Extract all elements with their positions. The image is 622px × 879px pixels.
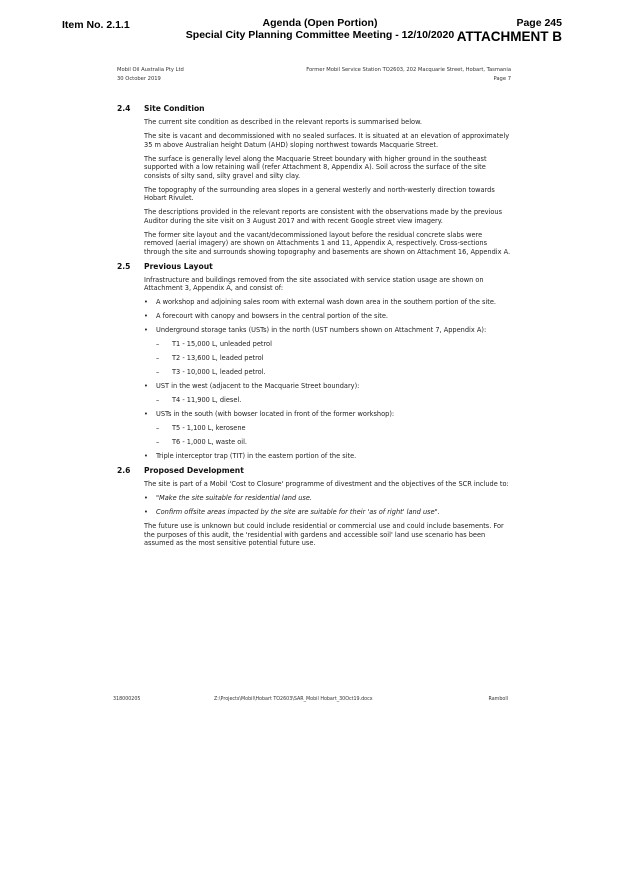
section-number: 2.4 <box>117 104 131 113</box>
section-heading-proposed-development <box>117 466 512 476</box>
report-header-left <box>117 66 184 83</box>
list-item <box>144 410 512 419</box>
dash-marker: – <box>156 396 160 404</box>
bullet-marker: • <box>144 326 148 334</box>
paragraph: The current site condition as described in the relevant reports is summarised below. <box>144 118 422 126</box>
paragraph: Infrastructure and buildings removed from the site associated with service station usage are shown on Attachment 3, Appendix A, and consist of: <box>144 275 484 292</box>
list-item-text: UST in the west (adjacent to the Macquarie Street boundary): <box>156 382 360 390</box>
tank-text: T6 - 1,000 L, waste oil. <box>172 438 248 446</box>
section-title: Previous Layout <box>144 261 213 271</box>
report-page-number: Page 7 <box>493 75 511 82</box>
report-header <box>117 66 511 88</box>
sub-list-item <box>156 368 512 377</box>
agenda-page-number: Page 245 <box>516 17 562 29</box>
sub-list-item <box>156 424 512 433</box>
list-item <box>144 508 512 517</box>
bullet-marker: • <box>144 494 148 502</box>
list-item <box>144 326 512 335</box>
dash-marker: – <box>156 354 160 362</box>
section-number: 2.5 <box>117 261 131 271</box>
dash-marker: – <box>156 340 160 348</box>
tank-text: T1 - 15,000 L, unleaded petrol <box>172 340 272 348</box>
list-item-text: Triple interceptor trap (TIT) in the eastern portion of the site. <box>156 452 357 460</box>
page-footer <box>113 697 508 707</box>
list-item <box>144 312 512 321</box>
section-title: Site Condition <box>144 104 205 113</box>
brand-name: Ramboll <box>488 697 508 702</box>
paragraph: The surface is generally level along the Macquarie Street boundary with higher ground in the southeast supported with a low retaining wall (refer Attachment 8, Appendix A). Soil across the surface of the site consists of silty sand, silty gravel and silty clay. <box>144 154 487 180</box>
company-name: Mobil Oil Australia Pty Ltd <box>117 67 184 73</box>
bullet-marker: • <box>144 452 148 460</box>
dash-marker: – <box>156 438 160 446</box>
bullet-marker: • <box>144 312 148 320</box>
list-item-text: A workshop and adjoining sales room with external wash down area in the southern portion of the site. <box>156 298 496 306</box>
agenda-title-line-2: Special City Planning Committee Meeting - 12/10/2020 <box>185 29 455 41</box>
project-number: 318000205 <box>113 697 141 702</box>
section-number: 2.6 <box>117 466 131 475</box>
document-body <box>117 104 512 553</box>
section-heading-site-condition <box>117 104 512 114</box>
tank-text: T3 - 10,000 L, leaded petrol. <box>172 368 266 376</box>
paragraph: The former site layout and the vacant/decommissioned layout before the residual concrete slabs were removed (aerial imagery) are shown on Attachments 1 and 11, Appendix A, respectively. Cross-sections through the site and surrounds showing topography and basements are shown on Attachment 16, Appendix A. <box>144 230 511 256</box>
tank-text: T2 - 13,600 L, leaded petrol <box>172 354 264 362</box>
paragraph: The site is part of a Mobil 'Cost to Closure' programme of divestment and the objectives of the SCR include to: <box>144 480 509 488</box>
list-item <box>144 382 512 391</box>
list-item-text: Underground storage tanks (USTs) in the north (UST numbers shown on Attachment 7, Appendix A): <box>156 326 487 334</box>
item-number: Item No. 2.1.1 <box>62 19 130 31</box>
bullet-marker: • <box>144 410 148 418</box>
paragraph: The site is vacant and decommissioned with no sealed surfaces. It is situated at an elevation of approximately 35 m above Australian height Datum (AHD) sloping northwest towards Macquarie Street. <box>144 132 510 149</box>
report-header-right <box>306 66 511 83</box>
list-item-text: USTs in the south (with bowser located in front of the former workshop): <box>156 410 395 418</box>
section-heading-previous-layout <box>117 262 512 272</box>
bullet-marker: • <box>144 508 148 516</box>
tank-text: T4 - 11,900 L, diesel. <box>172 396 242 404</box>
list-item <box>144 298 512 307</box>
agenda-header <box>0 17 622 47</box>
list-item <box>144 494 512 503</box>
agenda-page-info <box>457 17 562 44</box>
dash-marker: – <box>156 368 160 376</box>
list-item <box>144 452 512 461</box>
objective-text: "Make the site suitable for residential land use. <box>156 494 313 502</box>
dash-marker: – <box>156 424 160 432</box>
site-name: Former Mobil Service Station TO2603, 202 Macquarie Street, Hobart, Tasmania <box>306 67 511 73</box>
attachment-label: ATTACHMENT B <box>456 29 562 44</box>
sub-list-item <box>156 340 512 349</box>
paragraph: The descriptions provided in the relevant reports are consistent with the observations made by the previous Auditor during the site visit on 3 August 2017 and with recent Google street view imagery. <box>144 208 503 225</box>
paragraph: The future use is unknown but could include residential or commercial use and could include basements. For the purposes of this audit, the 'residential with gardens and accessible soil' land use scenario has been assumed as the most sensitive potential future use. <box>144 522 504 547</box>
bullet-marker: • <box>144 382 148 390</box>
agenda-title-line-1: Agenda (Open Portion) <box>262 17 378 29</box>
sub-list-item <box>156 396 512 405</box>
agenda-title <box>150 17 490 41</box>
tank-text: T5 - 1,100 L, kerosene <box>172 424 246 432</box>
bullet-marker: • <box>144 298 148 306</box>
sub-list-item <box>156 438 512 447</box>
sub-list-item <box>156 354 512 363</box>
report-date: 30 October 2019 <box>117 75 161 82</box>
paragraph: The topography of the surrounding area slopes in a general westerly and north-westerly direction towards Hobart Rivulet. <box>144 185 495 202</box>
objective-text: Confirm offsite areas impacted by the site are suitable for their 'as of right' land use". <box>156 508 440 516</box>
section-title: Proposed Development <box>144 466 244 475</box>
list-item-text: A forecourt with canopy and bowsers in the central portion of the site. <box>156 312 388 320</box>
file-path: Z:\Projects\Mobil\Hobart TO2603\SAR_Mobil Hobart_30Oct19.docx <box>214 697 373 702</box>
